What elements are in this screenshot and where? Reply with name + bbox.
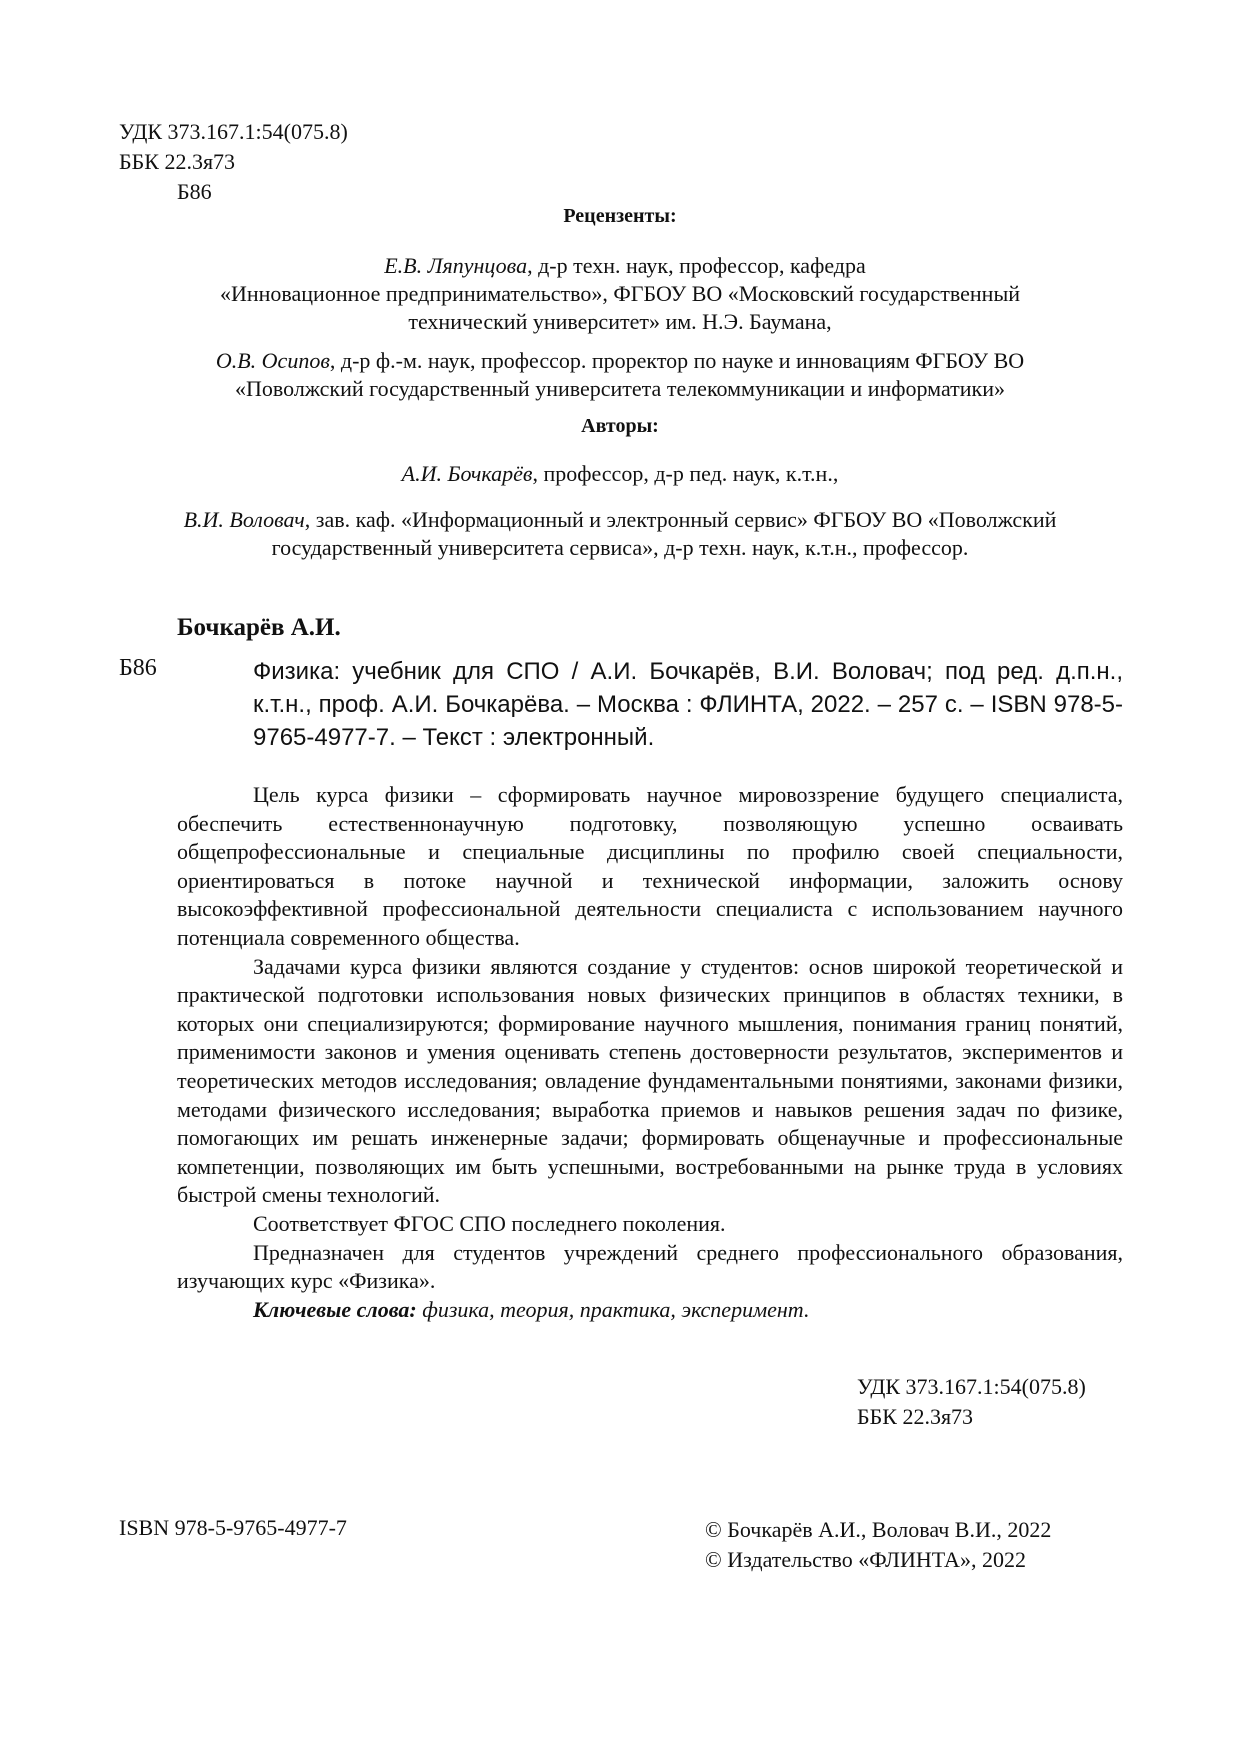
annotation-paragraph: Задачами курса физики являются создание у студентов: основ широкой теоретической и практической подготовки использования новых физических принципов в областях техники, в которых они специализируются; формирование научного мышления, понимания границ понятий, применимости законов и умения оценивать степень достоверности результатов, экспериментов и теоретических методов исследования; овладение фундаментальными понятиями, законами физики, методами физического исследования; выработка приемов и навыков решения задач по физике, помогающих им решать инженерные задачи; формировать общенаучные и профессиональные компетенции, позволяющих им быть успешными, востребованными на рынке труда в условиях быстрой смены технологий. bbox=[177, 953, 1123, 1208]
annotation bbox=[177, 781, 1123, 1324]
reviewer-entry bbox=[0, 347, 1240, 403]
main-author-heading: Бочкарёв А.И. bbox=[177, 614, 341, 641]
udk-code: УДК 373.167.1:54(075.8) bbox=[857, 1374, 1086, 1399]
authors-heading: Авторы: bbox=[581, 415, 659, 437]
reviewer-name: Е.В. Ляпунцова bbox=[384, 253, 528, 278]
reviewer-credentials: «Поволжский государственный университета телекоммуникации и информатики» bbox=[235, 376, 1005, 401]
reviewer-credentials: технический университет» им. Н.Э. Баумана, bbox=[408, 309, 832, 334]
bbk-code: ББК 22.3я73 bbox=[857, 1404, 974, 1429]
author-entry bbox=[0, 506, 1240, 562]
isbn: ISBN 978-5-9765-4977-7 bbox=[119, 1515, 347, 1540]
reviewer-name: О.В. Осипов bbox=[215, 348, 330, 373]
author-entry bbox=[0, 460, 1240, 488]
reviewer-entry bbox=[0, 252, 1240, 336]
annotation-paragraph: Цель курса физики – сформировать научное мировоззрение будущего специалиста, обеспечить естественнонаучную подготовку, позволяющую успешно осваивать общепрофессиональные и специальные дисциплины по профилю своей специальности, ориентироваться в потоке научной и технической информации, заложить основу высокоэффективной профессиональной деятельности специалиста с использованием научного потенциала современного общества. bbox=[177, 782, 1123, 950]
reviewer-credentials: , д-р техн. наук, профессор, кафедра bbox=[527, 253, 866, 278]
author-credentials: , профессор, д-р пед. наук, к.т.н., bbox=[532, 461, 839, 486]
reviewer-credentials: «Инновационное предпринимательство», ФГБОУ ВО «Московский государственный bbox=[219, 281, 1021, 306]
bibliographic-text: Физика: учебник для СПО / А.И. Бочкарёв, В.И. Воловач; под ред. д.п.н., к.т.н., проф. А.И. Бочкарёва. – Москва : ФЛИНТА, 2022. – 257 с. – ISBN 978-5-9765-4977-7. – Текст : электронный. bbox=[253, 658, 1123, 751]
reviewers-heading: Рецензенты: bbox=[563, 205, 677, 227]
keywords-label: Ключевые слова: bbox=[253, 1296, 417, 1322]
annotation-paragraph: Соответствует ФГОС СПО последнего поколения. bbox=[253, 1210, 726, 1236]
copyright-publisher: © Издательство «ФЛИНТА», 2022 bbox=[705, 1547, 1026, 1572]
author-mark-left: Б86 bbox=[119, 655, 157, 681]
bibliographic-description bbox=[177, 655, 1123, 754]
annotation-paragraph: Предназначен для студентов учреждений среднего профессионального образования, изучающих курс «Физика». bbox=[177, 1239, 1123, 1294]
keywords-paragraph bbox=[177, 1296, 1123, 1325]
footer-classification-codes bbox=[857, 1372, 1086, 1432]
udk-code: УДК 373.167.1:54(075.8) bbox=[119, 119, 348, 144]
author-credentials: государственный университета сервиса», д-р техн. наук, к.т.н., профессор. bbox=[271, 535, 969, 560]
keywords-list: физика, теория, практика, эксперимент. bbox=[416, 1296, 810, 1322]
classification-codes bbox=[119, 118, 348, 208]
author-credentials: , зав. каф. «Информационный и электронный сервис» ФГБОУ ВО «Поволжский bbox=[304, 507, 1057, 532]
author-name: А.И. Бочкарёв bbox=[401, 461, 533, 486]
copyright bbox=[705, 1515, 1051, 1575]
copyright-authors: © Бочкарёв А.И., Воловач В.И., 2022 bbox=[705, 1517, 1052, 1542]
author-name: В.И. Воловач bbox=[183, 507, 305, 532]
reviewer-credentials: , д-р ф.-м. наук, профессор. проректор по науке и инновациям ФГБОУ ВО bbox=[329, 348, 1025, 373]
bbk-code: ББК 22.3я73 bbox=[119, 149, 236, 174]
author-mark: Б86 bbox=[177, 179, 212, 204]
